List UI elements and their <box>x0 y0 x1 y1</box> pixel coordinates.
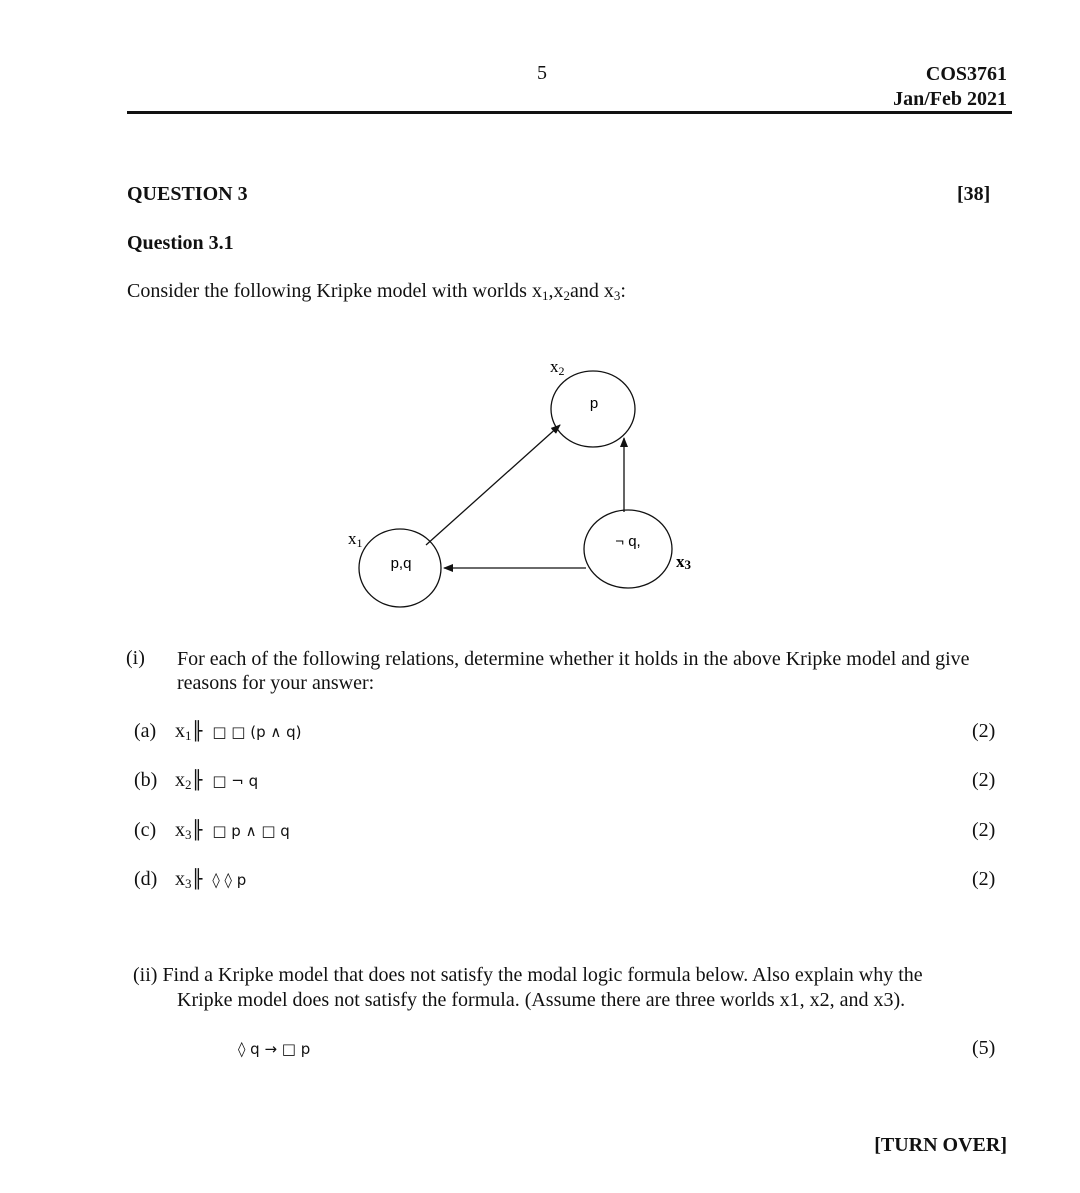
intro-x1-sub: 1 <box>541 288 549 303</box>
forces-symbol: ╟ <box>191 721 203 742</box>
world-x3-atoms: ¬ q, <box>615 533 641 550</box>
part-i-number: (i) <box>126 647 145 669</box>
item-b-formula: $x_2╟$ □ ¬ q <box>175 769 259 792</box>
part-ii-line2: Kripke model does not satisfy the formula. (Assume there are three worlds x1, x2, and x3). <box>177 989 906 1011</box>
item-d-label: (d) <box>134 868 158 890</box>
intro-x2-sub: 2 <box>563 288 570 303</box>
part-ii-instructions <box>133 963 1013 1013</box>
item-a-marks: (2) <box>972 720 996 742</box>
part-ii-marks: (5) <box>972 1037 996 1059</box>
forces-symbol: ╟ <box>191 820 203 841</box>
world-x1-atoms: p,q <box>390 555 412 572</box>
turn-over-label: [TURN OVER] <box>874 1134 1007 1156</box>
world-x1-label: x1 <box>348 529 363 550</box>
question-total-marks: [38] <box>957 183 991 205</box>
intro-end: : <box>620 280 626 302</box>
item-d-formula: $x_3╟$ ◊ ◊ p <box>175 868 247 891</box>
forces-symbol: ╟ <box>191 770 203 791</box>
intro-and: and <box>569 280 599 302</box>
question-title: QUESTION 3 <box>127 183 248 205</box>
item-c-formula: $x_3╟$ □ p ∧ □ q <box>175 819 290 842</box>
part-ii-number: (ii) <box>133 964 158 986</box>
intro-lead: Consider the following Kripke model with worlds <box>127 280 527 302</box>
intro-x3: x <box>603 280 614 302</box>
part-ii-line1: Find a Kripke model that does not satisfy the modal logic formula below. Also explain why the <box>162 964 923 986</box>
world-x2-atoms: p <box>589 395 599 412</box>
intro-x3-sub: 3 <box>613 288 621 303</box>
item-b-marks: (2) <box>972 769 996 791</box>
part-i-instructions: For each of the following relations, determine whether it holds in the above Kripke model and give reasons for your answer: <box>177 648 970 694</box>
subquestion-title: Question 3.1 <box>127 232 234 254</box>
item-c-label: (c) <box>134 819 157 841</box>
exam-session: Jan/Feb 2021 <box>893 88 1007 110</box>
item-c-marks: (2) <box>972 819 996 841</box>
item-b-label: (b) <box>134 769 158 791</box>
forces-symbol: ╟ <box>191 869 203 890</box>
intro-text: Consider the following Kripke model with worlds $x_1,x_2and$ $x_3$: <box>127 280 626 303</box>
world-x2-label: x2 <box>550 357 565 378</box>
world-x3-label: x3 <box>676 552 691 572</box>
edge-x1-x2 <box>426 425 560 545</box>
intro-x2: x <box>553 280 564 302</box>
item-a-label: (a) <box>134 720 157 742</box>
course-code: COS3761 <box>925 63 1007 85</box>
part-ii-formula: ◊ q → □ p <box>238 1040 311 1058</box>
intro-x1: x <box>531 280 542 302</box>
item-d-marks: (2) <box>972 868 996 890</box>
page-number: 5 <box>537 62 547 84</box>
item-a-formula: $x_1╟$ □ □ (p ∧ q) <box>175 720 302 743</box>
